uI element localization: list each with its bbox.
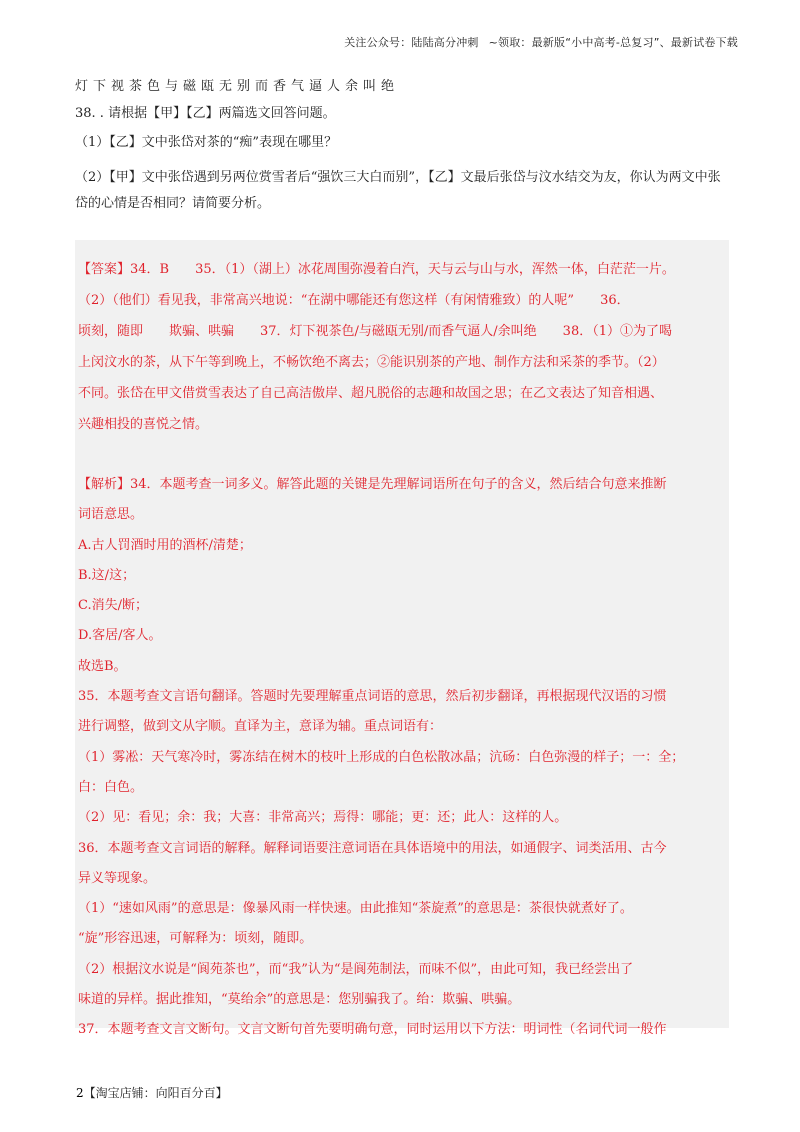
- answer-line: 上闵汶水的茶，从下午等到晚上，不畅饮绝不离去；②能识别茶的产地、制作方法和采茶的季节。（2）: [78, 355, 665, 370]
- analysis-line: 36．本题考查文言词语的解释。解释词语要注意词语在具体语境中的用法，如通假字、词类活用、古今: [78, 840, 667, 856]
- question-block: [75, 76, 727, 217]
- footer-shop-text: 【淘宝店铺：向阳百分百】: [83, 1086, 228, 1100]
- header-left-text: 关注公众号：陆陆高分冲刺: [344, 36, 479, 49]
- analysis-line: C.消失/断；: [78, 598, 148, 614]
- analysis-line: D.客居/客人。: [78, 628, 162, 644]
- answer-line: 不同。张岱在甲文借赏雪表达了自己高洁傲岸、超凡脱俗的志趣和故国之思；在乙文表达了知音相遇、: [78, 386, 664, 401]
- answer-line: 【答案】34．B 35．（1）（湖上）冰花周围弥漫着白汽，天与云与山与水，浑然一体，白茫茫一片。: [78, 262, 675, 277]
- question-38: 38. . 请根据【甲】【乙】两篇选文回答问题。: [75, 106, 336, 121]
- analysis-line: 故选B。: [78, 658, 127, 674]
- analysis-line: A.古人罚酒时用的酒杯/清楚；: [78, 537, 252, 553]
- analysis-line: 词语意思。: [78, 507, 144, 523]
- question-38-part2: （2）【甲】文中张岱遇到另两位赏雪者后“强饮三大白而别”，【乙】文最后张岱与汶水结交为友，你认为两文中张岱的心情是否相同？请简要分析。: [75, 170, 721, 211]
- analysis-line: 37．本题考查文言文断句。文言文断句首先要明确句意，同时运用以下方法：明词性（名词代词一般作: [78, 1022, 667, 1038]
- answer-line: 兴趣相投的喜悦之情。: [78, 417, 209, 432]
- analysis-line: 【解析】34．本题考查一词多义。解答此题的关键是先理解词语所在句子的含义，然后结合句意来推断: [78, 477, 667, 492]
- question-line0: 灯下视茶色与磁瓯无别而香气逼人余叫绝: [75, 79, 400, 94]
- analysis-line: 白：白色。: [78, 779, 144, 795]
- analysis-line: 35．本题考查文言语句翻译。答题时先要理解重点词语的意思，然后初步翻译，再根据现代汉语的习惯: [78, 689, 667, 705]
- analysis-line: （2）根据汶水说是“阆苑茶也”，而“我”认为“是阆苑制法，而味不似”，由此可知，我已经尝出了: [78, 961, 634, 977]
- analysis-line: （1）“速如风雨”的意思是：像暴风雨一样快速。由此推知“茶旋煮”的意思是：茶很快就煮好了。: [78, 901, 633, 917]
- analysis-line: “旋”形容迅速，可解释为：顷刻，随即。: [78, 931, 313, 947]
- page-footer: [76, 1084, 228, 1101]
- analysis-line: 进行调整，做到文从字顺。直译为主，意译为辅。重点词语有：: [78, 719, 443, 735]
- analysis-line: B.这/这；: [78, 567, 136, 583]
- analysis-block: [78, 470, 726, 1046]
- question-38-part1: （1）【乙】文中张岱对茶的“痴”表现在哪里？: [75, 135, 338, 150]
- analysis-line: （1）雾凇：天气寒冷时，雾冻结在树木的枝叶上形成的白色松散冰晶；沆砀：白色弥漫的样子；一：全；: [78, 749, 685, 765]
- page-number: 2: [76, 1086, 84, 1100]
- answer-line: 顷刻，随即 欺骗、哄骗 37．灯下视茶色/与磁瓯无别/而香气逼人/余叫绝 38．（1）①为了喝: [78, 324, 672, 339]
- analysis-line: 味道的异样。据此推知，“莫绐余”的意思是：您别骗我了。绐：欺骗、哄骗。: [78, 992, 521, 1008]
- answer-block: [78, 254, 726, 440]
- analysis-line: （2）见：看见；余：我；大喜：非常高兴；焉得：哪能；更：还；此人：这样的人。: [78, 810, 568, 826]
- page-header: [344, 34, 738, 50]
- header-right-text: ~领取：最新版“小中高考-总复习”、最新试卷下载: [488, 36, 738, 49]
- analysis-line: 异义等现象。: [78, 870, 157, 886]
- answer-line: （2）（他们）看见我，非常高兴地说：“在湖中哪能还有您这样（有闲情雅致）的人呢” 36．: [78, 293, 630, 308]
